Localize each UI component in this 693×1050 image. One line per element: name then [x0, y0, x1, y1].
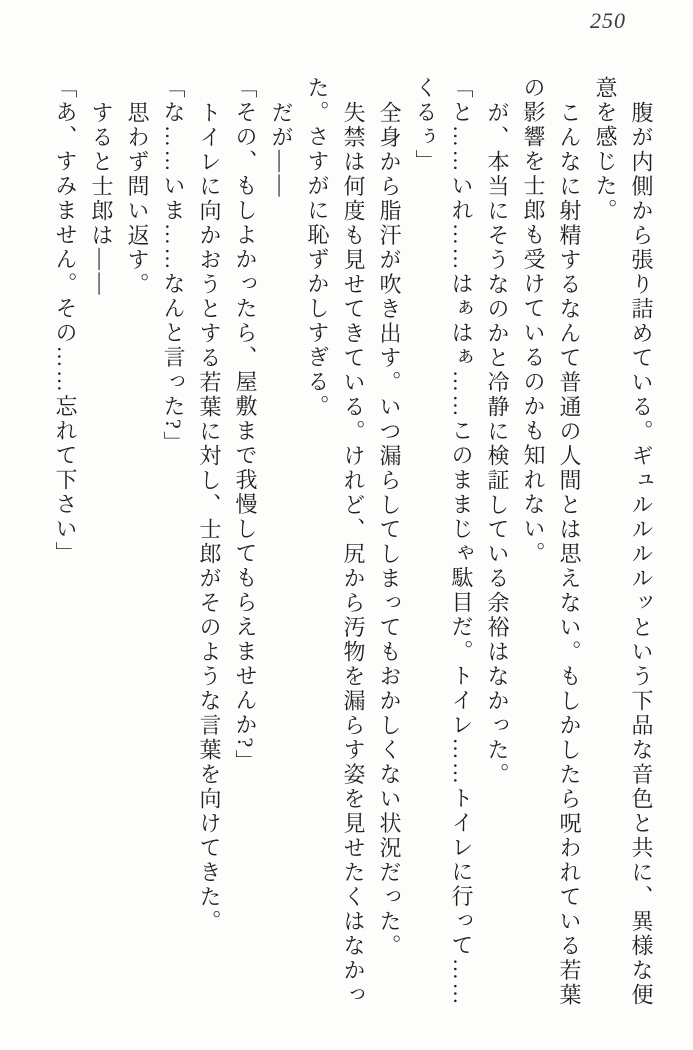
text-line: 意を感じた。 — [593, 76, 618, 223]
text-line: 「な……いま……なんと言った?」 — [161, 76, 186, 456]
page-number: 250 — [590, 8, 626, 33]
text-line: の影響を士郎も受けているのかも知れない。 — [521, 76, 546, 566]
text-line: 失禁は何度も見せてきている。けれど、尻から汚物を漏らす姿を見せたくはなかっ — [341, 101, 366, 1008]
text-line: 腹が内側から張り詰めている。ギュルルルルッという下品な音色と共に、異様な便 — [629, 101, 654, 1008]
text-line: 全身から脂汗が吹き出す。いつ漏らしてしまってもおかしくない状況だった。 — [377, 101, 402, 959]
vertical-text-block — [47, 76, 659, 1026]
text-line: くるぅ」 — [413, 76, 438, 174]
text-line: トイレに向かおうとする若葉に対し、士郎がそのような言葉を向けてきた。 — [197, 101, 222, 934]
text-line: こんなに射精するなんて普通の人間とは思えない。もしかしたら呪われている若葉 — [557, 101, 582, 1008]
text-line: 思わず問い返す。 — [125, 101, 150, 297]
text-line: だが—— — [269, 101, 294, 199]
text-line: 「あ、すみません。その……忘れて下さい」 — [53, 76, 78, 566]
text-line: 「と……いれ……はぁはぁ……このままじゃ駄目だ。トイレ……トイレに行って…… — [449, 76, 474, 1007]
text-line: 「その、もしよかったら、屋敷まで我慢してもらえませんか?」 — [233, 76, 258, 775]
text-line: た。さすがに恥ずかしすぎる。 — [305, 76, 330, 419]
text-line: が、本当にそうなのかと冷静に検証している余裕はなかった。 — [485, 101, 510, 787]
text-line: すると士郎は—— — [89, 101, 114, 297]
